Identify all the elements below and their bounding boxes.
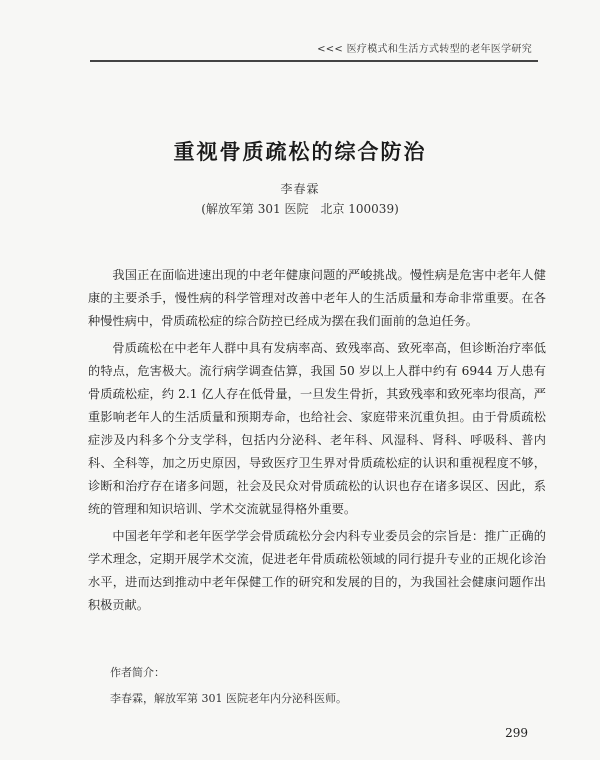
author-affiliation: (解放军第 301 医院 北京 100039) bbox=[201, 202, 399, 216]
paragraph-2: 骨质疏松在中老年人群中具有发病率高、致残率高、致死率高，但诊断治疗率低的特点，危害极大。流行病学调查估算，我国 50 岁以上人群中约有 6944 万人患有骨质疏松症，约 2.1 亿人存在低骨量，一旦发生骨折，其致残率和致死率均很高，严重影响老年人的生活质量和预期寿命，也给社会、家庭带来沉重负担。由于骨质疏松症涉及内科多个分支学科，包括内分泌科、老年科、风湿科、肾科、呼吸科、普内科、全科等，加之历史原因，导致医疗卫生界对骨质疏松症的认识和重视程度不够，诊断和治疗存在诸多问题，社会及民众对骨质疏松的认识也存在诸多误区、因此，系统的管理和知识培训、学术交流就显得格外重要。 bbox=[88, 341, 546, 516]
author-name: 李春霖 bbox=[280, 182, 320, 196]
paragraph-1: 我国正在面临进速出现的中老年健康问题的严峻挑战。慢性病是危害中老年人健康的主要杀手，慢性病的科学管理对改善中老年人的生活质量和寿命非常重要。在各种慢性病中，骨质疏松症的综合防控已经成为摆在我们面前的急迫任务。 bbox=[88, 268, 546, 328]
article-title: 重视骨质疏松的综合防治 bbox=[173, 139, 427, 164]
page-number: 299 bbox=[505, 726, 528, 740]
paragraph-3: 中国老年学和老年医学学会骨质疏松分会内科专业委员会的宗旨是：推广正确的学术理念，定期开展学术交流，促进老年骨质疏松领域的同行提升专业的正规化诊治水平，进而达到推动中老年保健工作的研究和发展的目的，为我国社会健康问题作出积极贡献。 bbox=[88, 529, 546, 612]
bio-text: 李春霖，解放军第 301 医院老年内分泌科医师。 bbox=[110, 692, 347, 705]
author-bio bbox=[110, 660, 540, 712]
article-body bbox=[88, 264, 546, 621]
header-rule bbox=[90, 60, 538, 62]
running-header: <<< 医疗模式和生活方式转型的老年医学研究 bbox=[317, 44, 532, 55]
bio-heading: 作者简介： bbox=[110, 666, 165, 679]
